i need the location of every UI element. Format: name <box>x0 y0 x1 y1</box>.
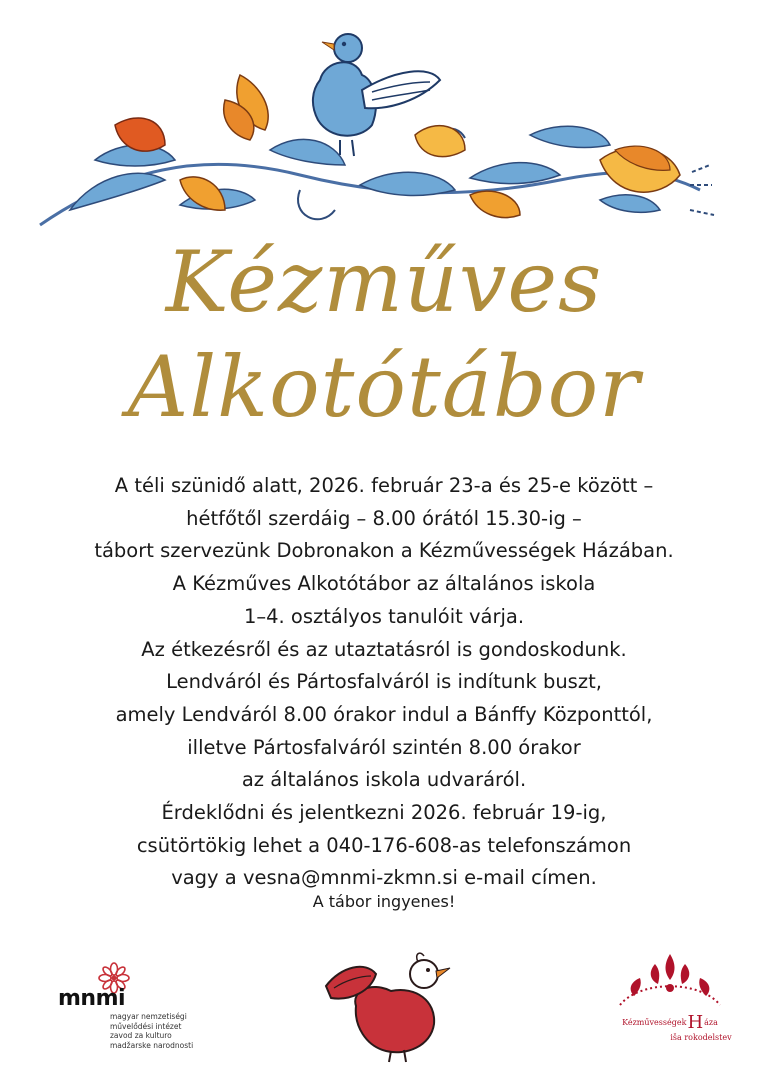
body-line: 1–4. osztályos tanulóit várja. <box>243 604 525 628</box>
title-line-1: Kézműves <box>165 233 603 331</box>
body-line: csütörtökig lehet a 040-176-608-as telefonszámon <box>136 833 632 857</box>
mnmi-subtitle-line: madžarske narodnosti <box>110 1040 194 1050</box>
body-line: Az étkezésről és az utaztatásról is gondoskodunk. <box>141 637 627 661</box>
body-line: illetve Pártosfalváról szintén 8.00 órakor <box>187 735 581 759</box>
title-line-2: Alkotótábor <box>127 338 641 436</box>
mnmi-wordmark: mnmi <box>58 986 126 1011</box>
mnmi-subtitle-line: magyar nemzetiségi <box>110 1012 187 1021</box>
body-line: hétfőtől szerdáig – 8.00 órától 15.30-ig – <box>186 506 582 530</box>
body-line: az általános iskola udvaráról. <box>241 768 527 792</box>
folk-ornament-top <box>0 0 768 250</box>
mnmi-subtitle-line: művelődési intézet <box>110 1021 182 1031</box>
kh-text-letter: H <box>687 1012 704 1033</box>
body-line: A téli szünidő alatt, 2026. február 23-a és 25-e között – <box>114 474 654 497</box>
body-line: A Kézműves Alkotótábor az általános iskola <box>172 572 596 596</box>
mnmi-logo <box>58 960 228 1060</box>
mnmi-subtitle <box>110 1012 193 1050</box>
body-line: vagy a vesna@mnmi-zkmn.si e-mail címen. <box>171 866 597 890</box>
body-line: Lendváról és Pártosfalváról is indítunk buszt, <box>166 670 602 694</box>
kh-text-right-bottom: iša rokodelstev <box>670 1033 732 1042</box>
body-line: tábort szervezünk Dobronakon a Kézművességek Házában. <box>94 539 674 563</box>
body-line: amely Lendváról 8.00 órakor indul a Bánffy Központtól, <box>115 702 653 726</box>
mnmi-subtitle-line: zavod za kulturo <box>110 1031 172 1040</box>
kh-text-right: áza <box>704 1018 718 1027</box>
body-line: Érdeklődni és jelentkezni 2026. február 19-ig, <box>161 801 607 825</box>
free-note: A tábor ingyenes! <box>312 892 456 911</box>
kh-logo-text <box>600 1012 740 1042</box>
bird-icon-bottom <box>316 946 466 1066</box>
kezmuvessegek-haza-logo <box>600 950 740 1060</box>
kh-ornament-icon <box>600 950 740 1012</box>
announcement-body <box>0 470 768 895</box>
kh-text-left: Kézművességek <box>622 1018 687 1027</box>
